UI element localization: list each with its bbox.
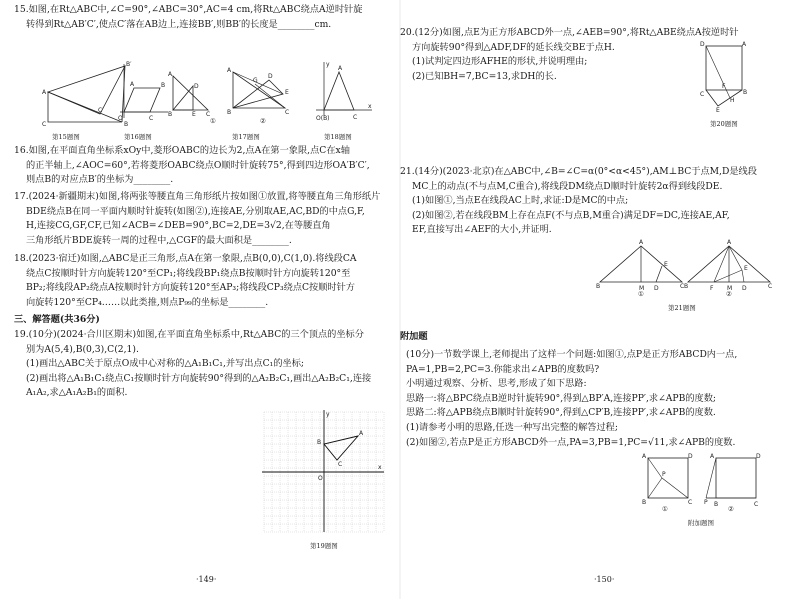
- svg-text:E: E: [192, 111, 196, 118]
- svg-text:D: D: [742, 285, 747, 292]
- question-19: [14, 328, 371, 401]
- fig21-sub-2: ②: [726, 290, 732, 298]
- svg-text:P: P: [662, 471, 666, 478]
- svg-text:O(B): O(B): [316, 115, 330, 122]
- question-16: [14, 144, 370, 188]
- question-15: [14, 3, 362, 32]
- text-line: (2)如图②,若在线段BM上存在点F(不与点B,M重合)满足DF=DC,连接AE,AF,: [412, 209, 730, 221]
- svg-text:A: A: [727, 239, 732, 246]
- page-number-left: ·149·: [196, 575, 217, 584]
- svg-text:C: C: [285, 109, 290, 116]
- svg-text:B: B: [743, 89, 748, 96]
- svg-text:D: D: [268, 73, 273, 80]
- svg-text:C: C: [338, 461, 343, 468]
- text-line: 19.(10分)(2024·合川区期末)如图,在平面直角坐标系中,Rt△ABC的三个顶点的坐标分: [14, 329, 364, 340]
- figure-17b: [225, 64, 297, 120]
- text-line: 方向旋转90°得到△ADF,DF的延长线交BE于点H.: [412, 41, 615, 53]
- text-line: (2)画出将△A₁B₁C₁绕点C₁按顺时针方向旋转90°得到的△A₂B₂C₁,画出△A₂B₂C₁,连接: [26, 372, 372, 384]
- extra-caption: 附加题图: [688, 519, 714, 527]
- svg-text:B: B: [642, 499, 647, 506]
- figure-19-grid: [262, 410, 384, 532]
- question-20: [400, 26, 738, 84]
- svg-text:A: A: [359, 430, 364, 437]
- svg-text:C: C: [353, 114, 358, 121]
- text-line: 思路一:将△BPC绕点B逆时针旋转90°,得到△BP′A,连接PP′,求∠APB的度数;: [406, 392, 717, 404]
- figure-21a: [596, 239, 689, 292]
- svg-text:D: D: [194, 83, 199, 90]
- question-18: [14, 252, 357, 310]
- text-line: 转得到Rt△AB′C′,使点C′落在AB边上,连接BB′,则BB′的长度是________cm.: [26, 18, 332, 30]
- text-line: 则点B的对应点B′的坐标为________.: [26, 174, 174, 186]
- svg-text:M: M: [639, 285, 645, 292]
- svg-text:C: C: [206, 111, 211, 118]
- svg-text:E: E: [664, 261, 668, 268]
- fig16-caption: 第16题图: [124, 133, 152, 141]
- text-line: 小明通过观察、分析、思考,形成了如下思路:: [406, 378, 587, 390]
- figure-18: [312, 58, 374, 126]
- fig15-caption: 第15题图: [52, 133, 80, 141]
- text-line: 三角形纸片BDE旋转一周的过程中,△CGF的最大面积是________.: [26, 234, 292, 246]
- extra-sub-1: ①: [662, 505, 668, 513]
- svg-text:C: C: [688, 499, 693, 506]
- svg-text:B: B: [317, 439, 322, 446]
- page-number-right: ·150·: [594, 575, 615, 584]
- text-line: 17.(2024·新疆期末)如图,将两张等腰直角三角形纸片按如图①放置,将等腰直角三角形纸片: [14, 191, 381, 202]
- text-line: (2)已知BH=7,BC=13,求DH的长.: [412, 70, 557, 82]
- svg-text:A: A: [42, 89, 47, 96]
- svg-text:M: M: [727, 285, 733, 292]
- figure-16: [118, 60, 173, 124]
- svg-text:B′: B′: [126, 61, 132, 68]
- fig21-caption: 第21题图: [668, 304, 696, 312]
- svg-text:C: C: [768, 283, 773, 290]
- svg-text:O: O: [118, 115, 123, 122]
- text-line: 的正半轴上,∠AOC=60°,若将菱形OABC绕点O顺时针旋转75°,得到四边形OA′B′C′,: [26, 159, 370, 171]
- svg-text:D: D: [700, 41, 705, 48]
- text-line: BDE绕点B在同一平面内顺时针旋转(如图②),连接AE,分别取AE,AC,BD的中点G,F,: [26, 205, 365, 217]
- fig19-caption: 第19题图: [310, 542, 338, 550]
- text-line: 21.(14分)(2023·北京)在△ABC中,∠B=∠C=α(0°<α<45°),AM⊥BC于点M,D是线段: [400, 166, 757, 177]
- text-line: 18.(2023·宿迁)如图,△ABC是正三角形,点A在第一象限,点B(0,0),C(1,0).将线段CA: [14, 253, 357, 264]
- svg-text:O: O: [318, 475, 323, 482]
- section-heading-extra: 附加题: [400, 331, 428, 342]
- svg-text:A: A: [642, 453, 647, 460]
- svg-text:D: D: [688, 453, 693, 460]
- svg-text:D: D: [654, 285, 659, 292]
- text-line: (1)画出△ABC关于原点O成中心对称的△A₁B₁C₁,并写出点C₁的坐标;: [26, 358, 305, 370]
- text-line: 16.如图,在平面直角坐标系xOy中,菱形OABC的边长为2,点A在第一象限,点C在x轴: [14, 145, 350, 156]
- svg-text:A: A: [742, 41, 747, 48]
- extra-sub-2: ②: [728, 505, 734, 513]
- svg-text:B: B: [684, 283, 689, 290]
- text-line: (10分)一节数学课上,老师提出了这样一个问题:如图①,点P是正方形ABCD内一点,: [406, 349, 738, 360]
- svg-text:C: C: [680, 283, 685, 290]
- fig17-caption: 第17题图: [232, 133, 260, 141]
- extra-question: [406, 348, 737, 450]
- svg-text:B: B: [596, 283, 601, 290]
- text-line: 向旋转120°至CP₄……以此类推,则点P₉₉的坐标是________.: [26, 296, 269, 308]
- svg-text:A: A: [338, 65, 343, 72]
- svg-text:E: E: [744, 265, 748, 272]
- svg-text:C: C: [754, 501, 759, 508]
- fig20-caption: 第20题图: [710, 120, 738, 128]
- svg-text:H: H: [730, 97, 735, 104]
- text-line: 思路二:将△APB绕点B顺时针旋转90°,得到△CP′B,连接PP′,求∠APB的度数.: [406, 407, 716, 419]
- text-line: 绕点C按顺时针方向旋转120°至CP₁;将线段BP₁绕点B按顺时针方向旋转120°至: [26, 267, 351, 279]
- svg-text:E: E: [716, 107, 720, 114]
- question-21: [400, 165, 757, 238]
- svg-text:y: y: [326, 61, 330, 68]
- svg-text:C: C: [42, 121, 47, 128]
- svg-text:A: A: [710, 453, 715, 460]
- section-heading: 三、解答题(共36分): [14, 314, 100, 325]
- svg-text:A: A: [227, 67, 232, 74]
- svg-text:A: A: [130, 81, 135, 88]
- figure-extra-2: [704, 453, 761, 508]
- figure-extra-1: [640, 454, 696, 504]
- fig21-sub-1: ①: [638, 290, 644, 298]
- svg-text:B: B: [161, 82, 166, 89]
- question-17: [14, 190, 380, 248]
- figure-20: [700, 42, 750, 112]
- svg-text:A: A: [639, 239, 644, 246]
- text-line: 别为A(5,4),B(0,3),C(2,1).: [26, 343, 139, 355]
- svg-text:B: B: [227, 109, 232, 116]
- svg-text:B: B: [168, 111, 173, 118]
- svg-text:F: F: [710, 285, 714, 292]
- figure-21b: [684, 239, 774, 292]
- text-line: 15.如图,在Rt△ABC中,∠C=90°,∠ABC=30°,AC=4 cm,将Rt△ABC绕点A逆时针旋: [14, 4, 363, 15]
- svg-text:B: B: [124, 121, 129, 128]
- fig17-sub-2: ②: [260, 117, 266, 125]
- svg-text:x: x: [378, 464, 382, 471]
- svg-text:C′: C′: [98, 107, 104, 114]
- svg-text:C: C: [700, 91, 705, 98]
- svg-text:y: y: [326, 411, 330, 418]
- text-line: (1)如图①,当点E在线段AC上时,求证:D是MC的中点;: [412, 195, 629, 207]
- right-page: [400, 0, 800, 599]
- text-line: PA=1,PB=2,PC=3.你能求出∠APB的度数吗?: [406, 363, 600, 375]
- svg-text:x: x: [368, 103, 372, 110]
- text-line: (1)请参考小明的思路,任选一种写出完整的解答过程;: [406, 421, 618, 433]
- svg-text:P: P: [704, 499, 708, 506]
- svg-text:B: B: [714, 501, 719, 508]
- svg-text:C: C: [149, 115, 154, 122]
- svg-text:A: A: [168, 71, 173, 78]
- fig18-caption: 第18题图: [324, 133, 352, 141]
- text-line: BP₂;将线段AP₂绕点A按顺时针方向旋转120°至AP₃;将线段CP₃绕点C按顺时针方: [26, 282, 355, 294]
- fig17-sub-1: ①: [210, 117, 216, 125]
- svg-text:G: G: [253, 77, 258, 84]
- svg-text:E: E: [285, 89, 289, 96]
- text-line: A₁A₂,求△A₁A₂B₁的面积.: [26, 387, 128, 399]
- text-line: 20.(12分)如图,点E为正方形ABCD外一点,∠AEB=90°,将Rt△ABE绕点A按逆时针: [400, 27, 739, 38]
- svg-text:D: D: [756, 453, 761, 460]
- text-line: (1)试判定四边形AFHE的形状,并说明理由;: [412, 56, 588, 68]
- text-line: H,连接CG,GF,CF,已知∠ACB=∠DEB=90°,BC=2,DE=3√2,在等腰直角: [26, 220, 331, 232]
- svg-text:F: F: [722, 83, 726, 90]
- text-line: MC上的动点(不与点M,C重合),将线段DM绕点D顺时针旋转2α得到线段DE.: [412, 180, 723, 192]
- text-line: EF,直接写出∠AEF的大小,并证明.: [412, 224, 552, 236]
- text-line: (2)如图②,若点P是正方形ABCD外一点,PA=3,PB=1,PC=√11,求∠APB的度数.: [406, 436, 736, 448]
- figure-17a: [168, 66, 218, 118]
